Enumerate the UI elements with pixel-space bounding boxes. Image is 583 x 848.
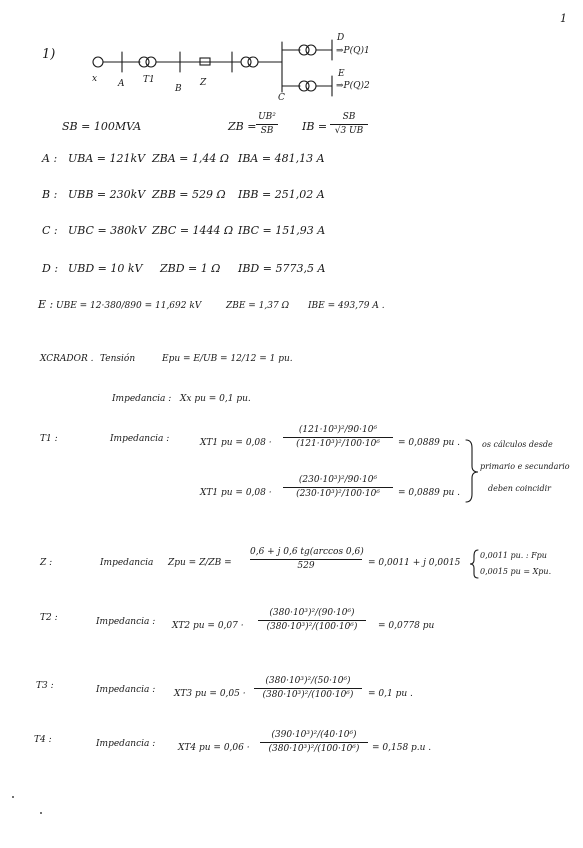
generator-impedance-label: Impedancia : xyxy=(112,394,172,404)
z-den: 529 xyxy=(297,561,315,571)
t3-lhs: XT3 pu = 0,05 · xyxy=(174,689,246,699)
t2-den: (380·10³)²/(100·10⁶) xyxy=(266,622,358,632)
zone-base-voltage: UBA = 121kV xyxy=(68,152,146,165)
zone-base-impedance: ZBD = 1 Ω xyxy=(160,262,221,275)
z-lhs: Zpu = Z/ZB = xyxy=(168,558,232,568)
base-current-den: √3 UB xyxy=(334,126,364,136)
t1-label: T1 : xyxy=(40,434,58,444)
t3-result: = 0,1 pu . xyxy=(368,689,413,699)
t2-lhs: XT2 pu = 0,07 · xyxy=(172,621,244,631)
t3-impedance-label: Impedancia : xyxy=(96,685,156,695)
base-impedance-num: UB² xyxy=(258,112,276,122)
zone-base-voltage: UBB = 230kV xyxy=(68,188,146,201)
node-c-label: C xyxy=(278,93,285,103)
zone-base-current: IBA = 481,13 A xyxy=(238,152,325,165)
t3-num: (380·10³)²/(50·10⁶) xyxy=(265,676,351,686)
t4-den: (380·10³)²/(100·10⁶) xyxy=(268,744,360,754)
z-impedance-label: Impedancia xyxy=(100,558,154,568)
z-label: Z : xyxy=(40,558,53,568)
base-current-num: SB xyxy=(342,112,356,122)
generator-label: XCRADOR . xyxy=(40,354,94,364)
z-num: 0,6 + j 0,6 tg(arccos 0,6) xyxy=(250,547,364,557)
node-x-label: x xyxy=(92,74,98,84)
node-a-label: A xyxy=(118,79,125,89)
t3-fraction xyxy=(254,676,362,701)
t2-label: T2 : xyxy=(40,613,58,623)
t4-result: = 0,158 p.u . xyxy=(372,743,432,753)
t4-lhs: XT4 pu = 0,06 · xyxy=(178,743,250,753)
z-note-1: 0,0011 pu. : Fpu xyxy=(480,551,547,560)
node-e-label: E xyxy=(338,69,345,79)
zone-base-impedance: ZBA = 1,44 Ω xyxy=(152,152,229,165)
node-b-label: B xyxy=(175,84,182,94)
t4-fraction xyxy=(260,730,368,755)
generator-tension-eq: Epu = E/UB = 12/12 = 1 pu. xyxy=(162,354,293,364)
t4-impedance-label: Impedancia : xyxy=(96,739,156,749)
node-t1-label: T1 xyxy=(143,75,155,85)
node-z-label: Z xyxy=(200,78,207,88)
t1-num-2: (230·10³)²/90·10⁶ xyxy=(298,475,378,485)
base-impedance-den: SB xyxy=(260,126,274,136)
zone-base-impedance: ZBE = 1,37 Ω xyxy=(226,301,290,311)
zone-label: A : xyxy=(42,152,58,165)
t1-result-2: = 0,0889 pu . xyxy=(398,488,461,498)
t2-num: (380·10³)²/(90·10⁶) xyxy=(269,608,355,618)
t2-fraction xyxy=(258,608,366,633)
t2-result: = 0,0778 pu xyxy=(378,621,435,631)
problem-number: 1) xyxy=(42,47,56,62)
t2-impedance-label: Impedancia : xyxy=(96,617,156,627)
zone-label: C : xyxy=(42,224,58,237)
load-1: ⇒P(Q)1 xyxy=(336,46,370,56)
t1-lhs-1: XT1 pu = 0,08 · xyxy=(200,438,272,448)
base-current-lhs: IB = xyxy=(302,120,328,133)
zone-label: B : xyxy=(42,188,58,201)
t1-note-1: os cálculos desde xyxy=(482,440,553,449)
z-note-2: 0,0015 pu = Xpu. xyxy=(480,567,552,576)
zone-base-current: IBC = 151,93 A xyxy=(238,224,326,237)
zone-base-voltage: UBC = 380kV xyxy=(68,224,146,237)
generator-impedance-eq: Xx pu = 0,1 pu. xyxy=(180,394,251,404)
zone-base-current: IBE = 493,79 A . xyxy=(308,301,385,311)
t1-num-1: (121·10³)²/90·10⁶ xyxy=(298,425,378,435)
t3-label: T3 : xyxy=(36,681,54,691)
zone-base-voltage: UBD = 10 kV xyxy=(68,262,143,275)
t1-den-2: (230·10³)²/100·10⁶ xyxy=(296,489,380,499)
t1-impedance-label: Impedancia : xyxy=(110,434,170,444)
t1-note-3: deben coincidir xyxy=(488,484,551,493)
zone-base-current: IBB = 251,02 A xyxy=(238,188,325,201)
t4-num: (390·10³)²/(40·10⁶) xyxy=(271,730,357,740)
node-d-label: D xyxy=(337,33,345,43)
t1-lhs-2: XT1 pu = 0,08 · xyxy=(200,488,272,498)
zone-label: D : xyxy=(42,262,59,275)
t4-label: T4 : xyxy=(34,735,52,745)
base-power: SB = 100MVA xyxy=(62,120,142,133)
ink-dot xyxy=(40,812,42,814)
t1-note-2: primario e secundario xyxy=(480,462,570,471)
zone-base-impedance: ZBC = 1444 Ω xyxy=(152,224,234,237)
zone-base-voltage: UBE = 12·380/890 = 11,692 kV xyxy=(56,301,202,311)
z-result: = 0,0011 + j 0,0015 xyxy=(368,558,461,568)
base-impedance-lhs: ZB = xyxy=(228,120,257,133)
zone-label: E : xyxy=(38,298,54,311)
ink-dot xyxy=(12,796,14,798)
zone-base-current: IBD = 5773,5 A xyxy=(238,262,326,275)
zone-base-impedance: ZBB = 529 Ω xyxy=(152,188,226,201)
t1-den-1: (121·10³)²/100·10⁶ xyxy=(296,439,380,449)
t3-den: (380·10³)²/(100·10⁶) xyxy=(262,690,354,700)
load-2: ⇒P(Q)2 xyxy=(336,81,370,91)
t1-result-1: = 0,0889 pu . xyxy=(398,438,461,448)
generator-tension-label: Tensión xyxy=(100,354,136,364)
page-number: 1 xyxy=(560,12,567,25)
